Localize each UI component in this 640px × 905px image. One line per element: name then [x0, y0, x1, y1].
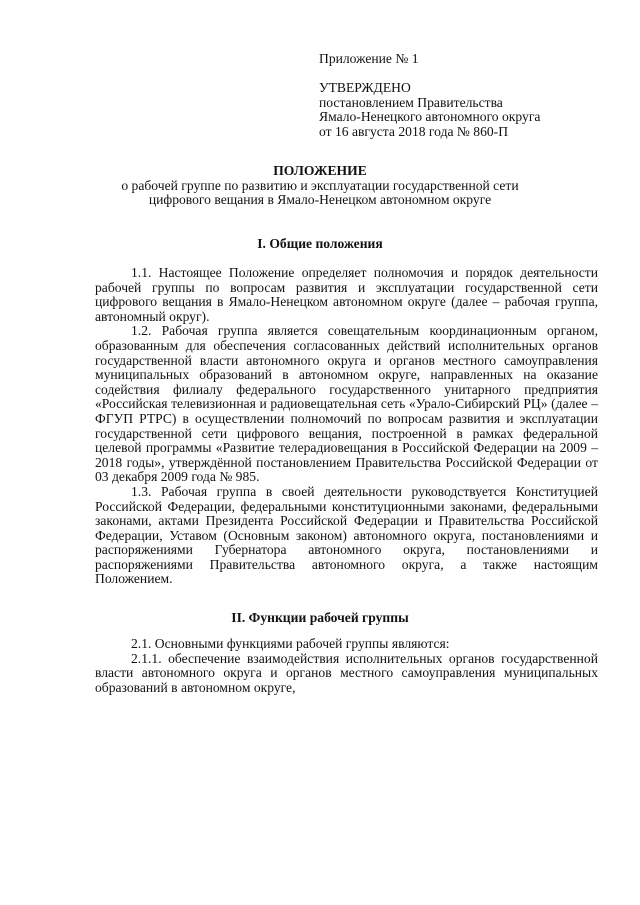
section-body: [95, 637, 598, 695]
section-heading: II. Функции рабочей группы: [231, 610, 409, 625]
approval-block: [319, 81, 540, 139]
title-subtitle: о рабочей группе по развитию и эксплуатации государственной сети: [121, 177, 519, 193]
section-body: [95, 266, 598, 587]
paragraph: 2.1. Основными функциями рабочей группы являются:: [131, 636, 450, 651]
appendix-label: Приложение № 1: [319, 51, 419, 66]
section-heading: I. Общие положения: [257, 236, 383, 251]
paragraph: 2.1.1. обеспечение взаимодействия исполнительных органов государственной власти автономного округа и органов местного самоуправления муниципальных образований в автономном округе,: [95, 650, 598, 695]
document-title: [100, 164, 540, 208]
paragraph: 1.1. Настоящее Положение определяет полномочия и порядок деятельности рабочей группы по вопросам развития и эксплуатации государственной сети цифрового вещания в Ямало-Ненецком автономном округе (далее – рабочая группа, автономный округ).: [95, 265, 598, 324]
approved-line: от 16 августа 2018 года № 860-П: [319, 123, 509, 139]
approved-label: УТВЕРЖДЕНО: [319, 80, 411, 95]
approved-line: Ямало-Ненецкого автономного округа: [319, 109, 541, 125]
paragraph: 1.3. Рабочая группа в своей деятельности руководствуется Конституцией Российской Федерации, федеральными конституционными законами, федеральными законами, актами Президента Российской Федерации и Правительства Российской Федерации, Уставом (Основным законом) автономного округа, постановлениями и распоряжениями Губернатора автономного округа, постановлениями и распоряжениями Правительства автономного округа, а также настоящим Положением.: [95, 483, 598, 587]
title-subtitle: цифрового вещания в Ямало-Ненецком автономном округе: [148, 192, 492, 208]
paragraph: 1.2. Рабочая группа является совещательным координационным органом, образованным для обеспечения согласованных действий исполнительных органов государственной власти автономного округа и органов местного самоуправления муниципальных образований в автономном округе, направленных на оказание содействия филиалу федерального государственного унитарного предприятия «Российская телевизионная и радиовещательная сеть «Урало-Сибирский РЦ» (далее – ФГУП РТРС) в осуществлении полномочий по вопросам развития и эксплуатации государственной сети цифрового вещания, построенной в рамках федеральной целевой программы «Развитие телерадиовещания в Российской Федерации на 2009 – 2018 годы», утверждённой постановлением Правительства Российской Федерации от 03 декабря 2009 года № 985.: [95, 323, 598, 485]
approved-line: постановлением Правительства: [319, 94, 503, 110]
title-main: ПОЛОЖЕНИЕ: [273, 163, 367, 178]
